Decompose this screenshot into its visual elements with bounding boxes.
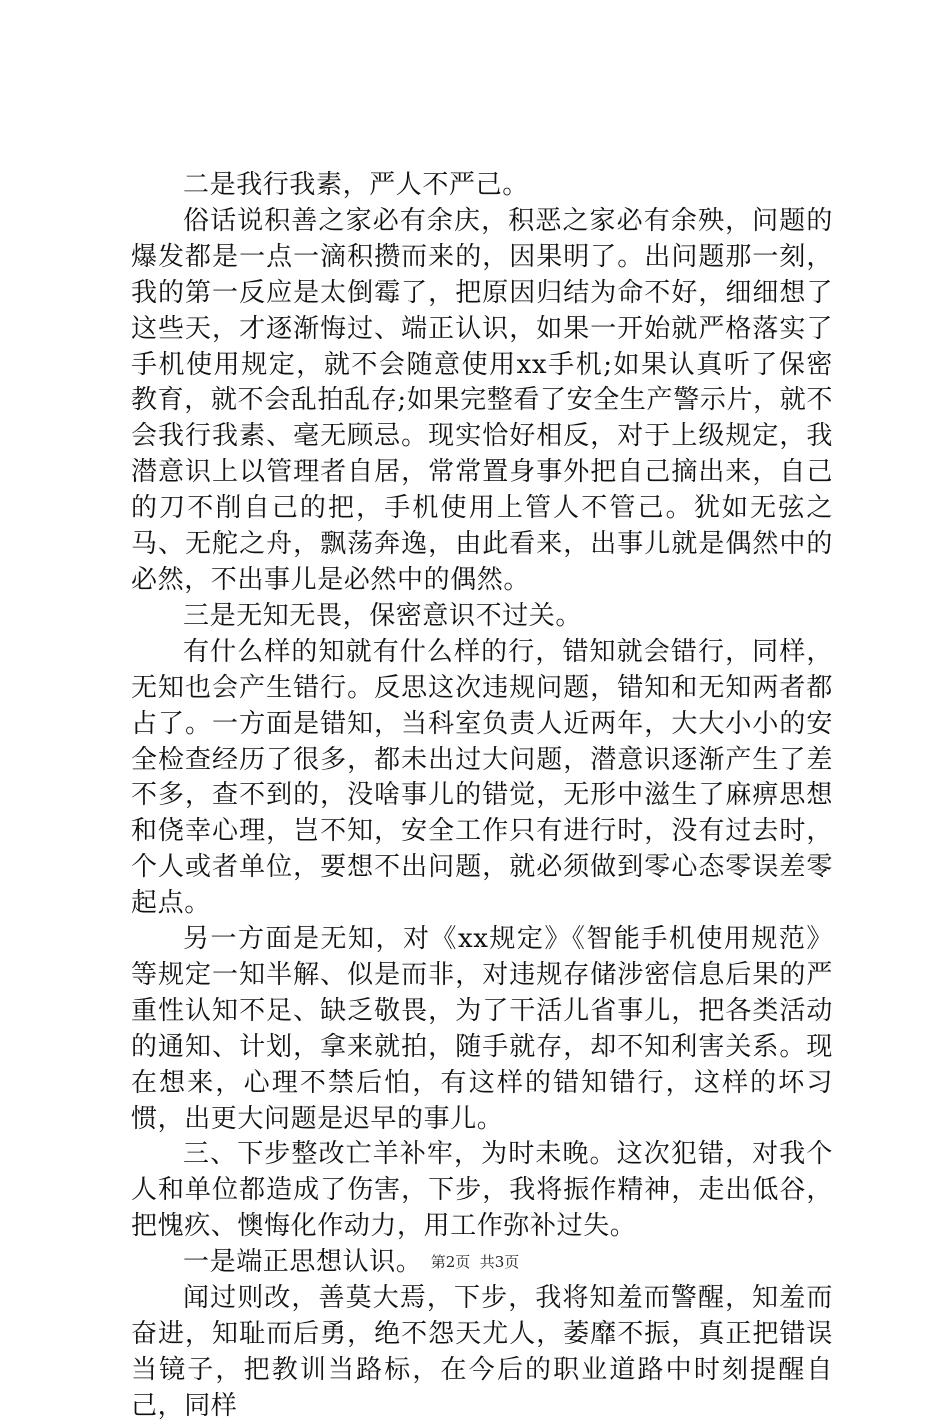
paragraph-5: 另一方面是无知，对《xx规定》《智能手机使用规范》等规定一知半解、似是而非，对违规存储涉密信息后果的严重性认知不足、缺乏敬畏，为了干活儿省事儿，把各类活动的通知、计划，拿来就拍，随手就存，却不知利害关系。现在想来，心理不禁后怕，有这样的错知错行，这样的坏习惯，出更大问题是迟早的事儿。: [131, 924, 833, 1134]
document-body: [131, 168, 833, 1425]
page-number-footer: 第2页 共3页: [430, 1253, 520, 1271]
paragraph-4: 有什么样的知就有什么样的行，错知就会错行，同样，无知也会产生错行。反思这次违规问题，错知和无知两者都占了。一方面是错知，当科室负责人近两年，大大小小的安全检查经历了很多，都未出过大问题，潜意识逐渐产生了差不多，查不到的，没啥事儿的错觉，无形中滋生了麻痹思想和侥幸心理，岂不知，安全工作只有进行时，没有过去时，个人或者单位，要想不出问题，就必须做到零心态零误差零起点。: [131, 636, 833, 919]
paragraph-8: 闻过则改，善莫大焉，下步，我将知羞而警醒，知羞而奋进，知耻而后勇，绝不怨天尤人，萎靡不振，真正把错误当镜子，把教训当路标，在今后的职业道路中时刻提醒自己，同样: [131, 1283, 833, 1421]
paragraph-2: 俗话说积善之家必有余庆，积恶之家必有余殃，问题的爆发都是一点一滴积攒而来的，因果明了。出问题那一刻，我的第一反应是太倒霉了，把原因归结为命不好，细细想了这些天，才逐渐悔过、端正认识，如果一开始就严格落实了手机使用规定，就不会随意使用xx手机;如果认真听了保密教育，就不会乱拍乱存;如果完整看了安全生产警示片，就不会我行我素、毫无顾忌。现实恰好相反，对于上级规定，我潜意识上以管理者自居，常常置身事外把自己摘出来，自己的刀不削自己的把，手机使用上管人不管己。犹如无弦之马、无舵之舟，飘荡奔逸，由此看来，出事儿就是偶然中的必然，不出事儿是必然中的偶然。: [131, 205, 833, 595]
paragraph-1: 二是我行我素，严人不严己。: [183, 170, 529, 200]
paragraph-7: 一是端正思想认识。: [183, 1247, 423, 1278]
paragraph-6: 三、下步整改亡羊补牢，为时未晚。这次犯错，对我个人和单位都造成了伤害，下步，我将振作精神，走出低谷，把愧疚、懊悔化作动力，用工作弥补过失。: [131, 1139, 833, 1242]
paragraph-3: 三是无知无畏，保密意识不过关。: [183, 600, 583, 631]
